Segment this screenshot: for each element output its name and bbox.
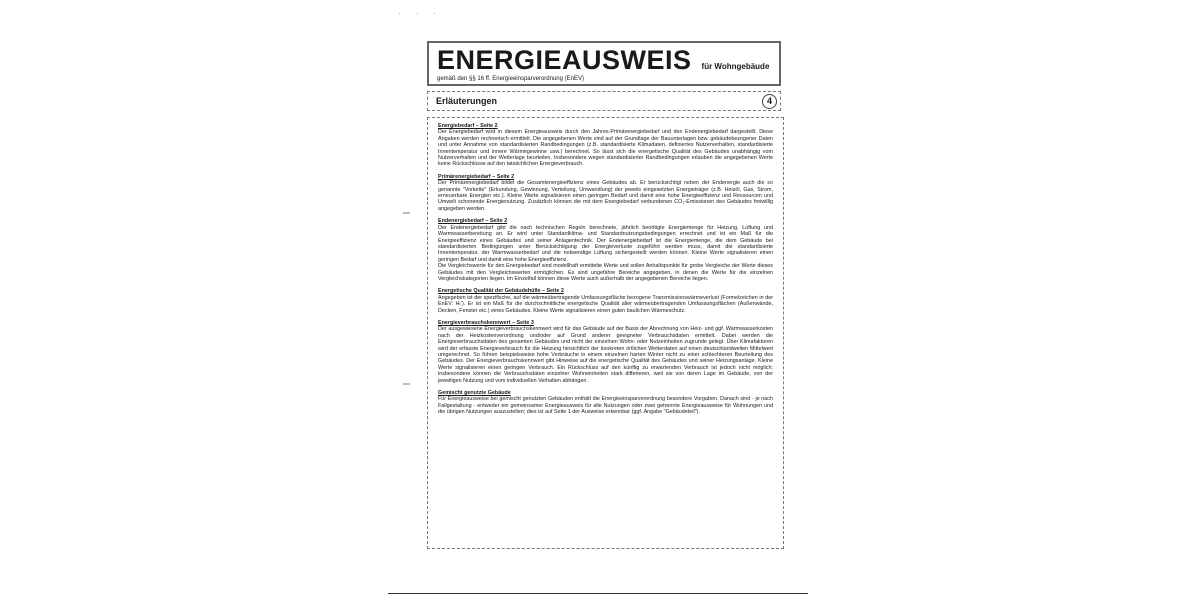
explanation-block (438, 320, 773, 384)
block-heading: Energieverbrauchskennwert – Seite 3 (438, 319, 534, 326)
block-body: Angegeben ist der spezifische, auf die wärmeübertragende Umfassungsfläche bezogene Transmissionswärmeverlust (Formelzeichen in der EnEV: Hₜ'). Er ist ein Maß für die durchschnittliche energetische Qualität aller wärmeübertragenden Umfassungsflächen (Außenwände, Decken, Fenster etc.) eines Gebäudes. Kleine Werte signalisieren einen guten baulichen Wärmeschutz. (438, 294, 773, 314)
scan-edge-mark (403, 383, 410, 385)
section-title: Erläuterungen (436, 96, 498, 106)
explanation-block (438, 218, 773, 282)
block-heading: Energiebedarf – Seite 2 (438, 123, 498, 129)
title-row (437, 46, 771, 74)
scan-edge-mark (403, 212, 410, 214)
page-number-badge: 4 (762, 94, 777, 109)
explanations-content (427, 117, 784, 549)
document-subtitle: für Wohngebäude (701, 62, 770, 71)
block-heading: Energetische Qualität der Gebäudehülle – Seite 2 (438, 288, 564, 295)
explanation-block (438, 123, 773, 168)
block-body: Der Endenergiebedarf gibt die nach technischen Regeln berechnete, jährlich benötigte Energiemenge für Heizung, Lüftung und Warmwasserbereitung an. Er wird unter Standardklima- und Standardnutzungsbedingungen errechnet und ist ein Maß für die Energieeffizienz eines Gebäudes und seiner Anlagentechnik. Der Endenergiebedarf ist die Energiemenge, die dem Gebäude bei standardisierten Bedingungen unter Berücksichtigung der Energieverluste zugeführt werden muss, damit die standardisierte Innentemperatur, der Warmwasserbedarf und die notwendige Lüftung sichergestellt werden können. Kleine Werte signalisieren einen geringen Bedarf und damit eine hohe Energieeffizienz. Die Vergleichswerte für den Energiebedarf sind modellhaft ermittelte Werte und sollen Anhaltspunkte für grobe Vergleiche der Werte dieses Gebäudes mit den Vergleichswerten ermöglichen. Es sind ungefähre Bereiche angegeben, in denen die Werte für die einzelnen Vergleichskategorien liegen. Im Einzelfall können diese Werte auch außerhalb der angegebenen Bereiche liegen. (438, 224, 773, 282)
block-body: Der Primärenergiebedarf bildet die Gesamtenergieeffizienz eines Gebäudes ab. Er berücksichtigt neben der Endenergie auch die so genannte "Vorkette" (Erkundung, Gewinnung, Verteilung, Umwandlung) der jeweils eingesetzten Energieträger (z.B. Heizöl, Gas, Strom, erneuerbare Energien etc.). Kleine Werte signalisieren einen geringen Bedarf und damit eine hohe Energieeffizienz und Ressourcen und Umwelt schonende Energienutzung. Zusätzlich können die mit dem Energiebedarf verbundenen CO₂-Emissionen des Gebäudes freiwillig angegeben werden. (438, 180, 773, 212)
scan-specks: · · · (398, 8, 442, 18)
block-body: Für Energieausweise bei gemischt genutzten Gebäuden enthält die Energieeinsparverordnung besondere Vorgaben. Danach sind - je nach Fallgestaltung - entweder ein gemeinsamer Energieausweis für alle Nutzungen oder zwei getrennte Energieausweise für Wohnungen und die übrigen Nutzungen auszustellen; dies ist auf Seite 1 der Ausweise erkennbar (ggf. Angabe "Gebäudeteil"). (438, 396, 773, 416)
block-heading: Endenergiebedarf – Seite 2 (438, 218, 508, 225)
explanation-block (438, 174, 773, 212)
block-heading: Gemischt genutzte Gebäude (438, 390, 511, 397)
explanation-block (438, 390, 773, 416)
document-title: ENERGIEAUSWEIS (437, 45, 692, 75)
page-bottom-line (388, 593, 808, 594)
block-heading: Primärenergiebedarf – Seite 2 (438, 173, 515, 180)
block-body: Der ausgewiesene Energieverbrauchskennwert wird für das Gebäude auf der Basis der Abrechnung von Heiz- und ggf. Warmwasserkosten nach der Heizkostenverordnung und/oder auf Grund anderer geeigneter Verbrauchsdaten ermittelt. Dabei werden die Energieverbrauchsdaten des gesamten Gebäudes und nicht der einzelnen Wohn- oder Nutzeinheiten zugrunde gelegt. Über Klimafaktoren wird der erfasste Energieverbrauch für die Heizung hinsichtlich der konkreten örtlichen Wetterdaten auf einen deutschlandweiten Mittelwert umgerechnet. So führen beispielsweise hohe Verbräuche in einem einzelnen harten Winter nicht zu einer schlechteren Beurteilung des Gebäudes. Der Energieverbrauchskennwert gibt Hinweise auf die energetische Qualität des Gebäudes und seiner Heizungsanlage. Kleine Werte signalisieren einen geringen Verbrauch. Ein Rückschluss auf den künftig zu erwartenden Verbrauch ist jedoch nicht möglich; insbesondere können die Verbrauchsdaten einzelner Wohneinheiten stark differieren, weil sie von deren Lage im Gebäude, von der jeweiligen Nutzung und vom individuellen Verhalten abhängen. (438, 326, 773, 384)
explanation-block (438, 288, 773, 314)
block-body: Der Energiebedarf wird in diesem Energieausweis durch den Jahres-Primärenergiebedarf und den Endenergiebedarf dargestellt. Diese Angaben werden rechnerisch ermittelt. Die angegebenen Werte sind auf der Grundlage der Bauunterlagen bzw. gebäudebezogener Daten und unter Annahme von standardisierten Randbedingungen (z.B. standardisierte Klimadaten, definiertes Nutzerverhalten, standardisierte Innentemperatur und innere Wärmegewinne usw.) berechnet. So lässt sich die energetische Qualität des Gebäudes unabhängig vom Nutzerverhalten und der Wetterlage beurteilen. Insbesondere wegen standardisierter Randbedingungen erlauben die angegebenen Werte keine Rückschlüsse auf den tatsächlichen Energieverbrauch. (438, 129, 773, 168)
regulation-reference: gemäß den §§ 16 ff. Energieeinsparverordnung (EnEV) (437, 76, 584, 82)
section-header (427, 91, 781, 111)
document-header (427, 41, 781, 86)
